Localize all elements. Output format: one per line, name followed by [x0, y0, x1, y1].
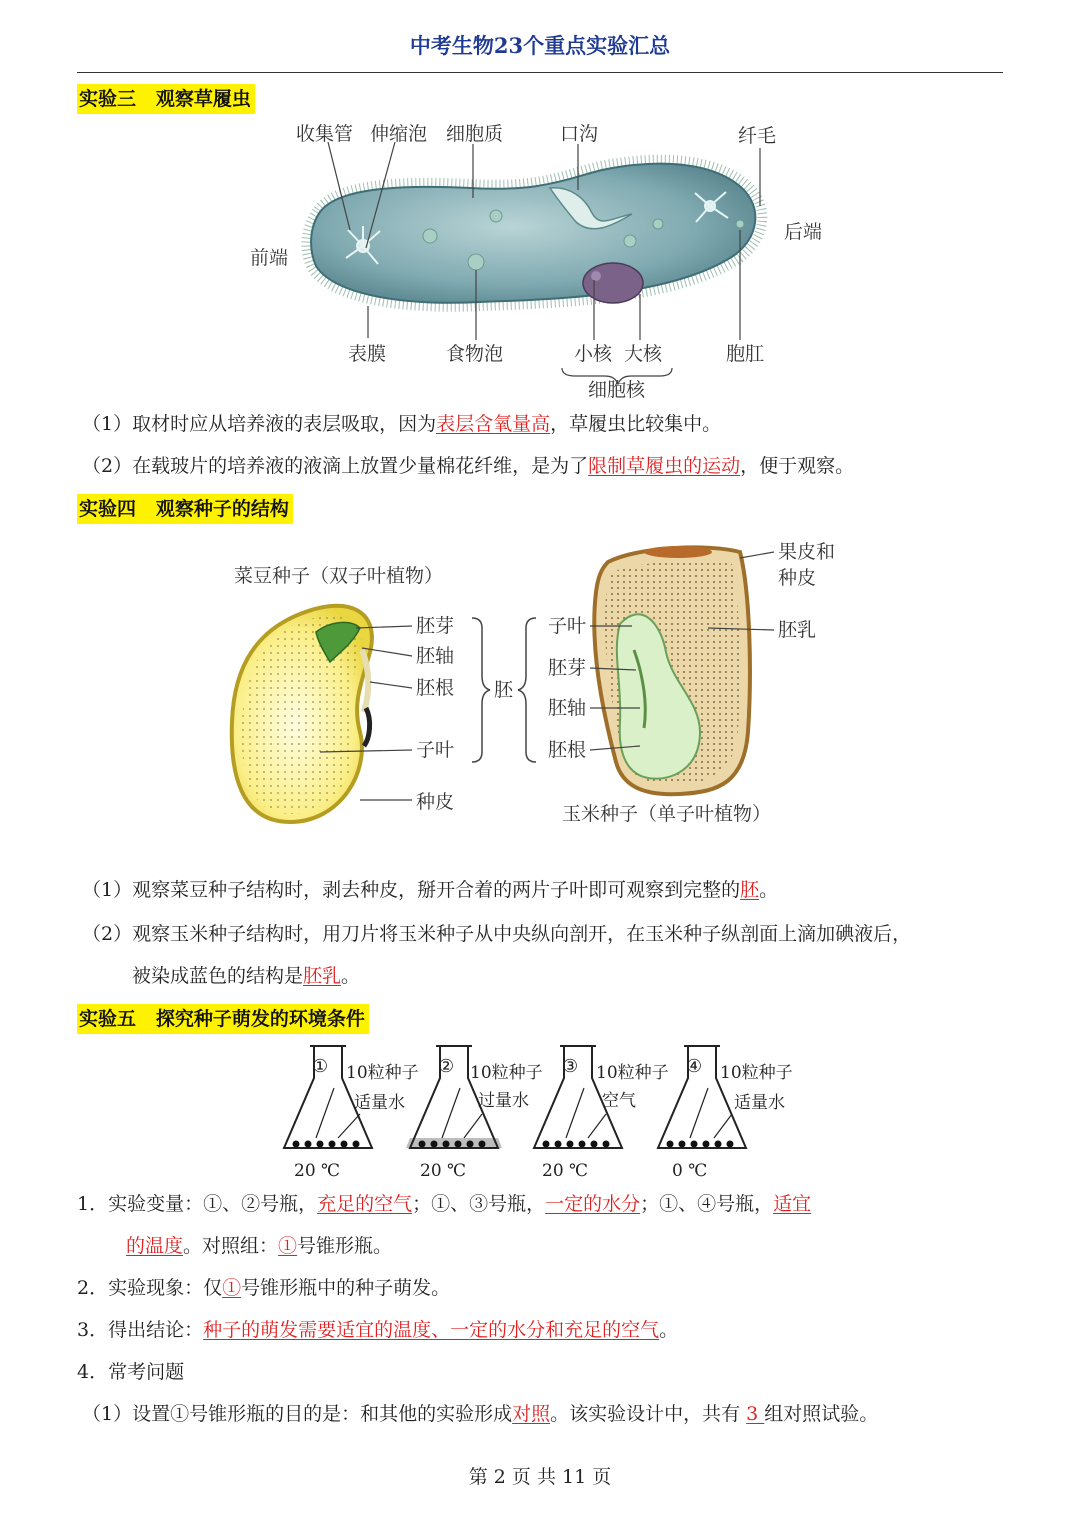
corn-label-plumule: 胚芽	[548, 657, 587, 679]
label-cytoplasm: 细胞质	[446, 123, 504, 145]
section-title-exp3: 实验三 观察草履虫	[77, 84, 255, 114]
page-footer: 第 2 页 共 11 页	[468, 1466, 612, 1488]
exp5-point-4: 4．常考问题	[77, 1361, 185, 1383]
flask-2-seeds: 10粒种子	[470, 1063, 543, 1083]
flask-3-condition: 空气	[602, 1091, 636, 1111]
label-food-vacuole: 食物泡	[446, 343, 504, 365]
label-macronucleus: 大核	[624, 343, 663, 365]
flask-3-seeds: 10粒种子	[596, 1063, 669, 1083]
flask-1-condition: 适量水	[354, 1093, 405, 1113]
corn-label-radicle: 胚根	[548, 739, 587, 761]
bean-hilum	[364, 708, 370, 746]
corn-label-cotyledon: 子叶	[548, 615, 587, 637]
header-divider	[77, 72, 1003, 73]
flask-3-number: ③	[562, 1056, 579, 1077]
exp5-question-1: （1）设置①号锥形瓶的目的是：和其他的实验形成对照。该实验设计中，共有 3 组对照试验。	[82, 1403, 879, 1425]
exp5-point-1-line2: 的温度。对照组：①号锥形瓶。	[126, 1235, 393, 1257]
flask-2-condition: 过量水	[478, 1091, 529, 1111]
corn-label-pericarp: 果皮和	[778, 541, 836, 563]
exp4-question-2-line1: （2）观察玉米种子结构时，用刀片将玉米种子从中央纵向剖开，在玉米种子纵剖面上滴加碘液后，	[82, 923, 912, 945]
bean-label-seed-coat: 种皮	[416, 791, 455, 813]
exp5-point-3: 3．得出结论：种子的萌发需要适宜的温度、一定的水分和充足的空气。	[77, 1319, 679, 1341]
answer: 充足的空气	[317, 1193, 413, 1215]
exp5-point-1-line1: 1．实验变量：①、②号瓶，充足的空气；①、③号瓶，一定的水分；①、④号瓶，适宜	[77, 1193, 812, 1215]
bean-label-hypocotyl: 胚轴	[416, 645, 455, 667]
corn-label-hypocotyl: 胚轴	[548, 697, 587, 719]
flask-2-number: ②	[438, 1056, 455, 1077]
micronucleus	[591, 271, 601, 281]
corn-label-pericarp-line2: 种皮	[778, 567, 817, 589]
flask-1-number: ①	[312, 1056, 329, 1077]
label-front: 前端	[250, 247, 289, 269]
flask-3-temperature: 20 ℃	[542, 1161, 589, 1181]
label-rear: 后端	[784, 221, 823, 243]
flask-3	[534, 1046, 669, 1181]
answer: ①	[278, 1235, 298, 1257]
flask-4-temperature: 0 ℃	[672, 1161, 708, 1181]
bean-label-radicle: 胚根	[416, 677, 455, 699]
embryo-brace-left	[472, 618, 490, 762]
answer: 种子的萌发需要适宜的温度、一定的水分和充足的空气	[203, 1319, 660, 1341]
exp4-question-1: （1）观察菜豆种子结构时，剥去种皮，掰开合着的两片子叶即可观察到完整的胚。	[82, 879, 779, 901]
flask-4-number: ④	[686, 1056, 703, 1077]
answer: 胚乳	[303, 965, 342, 987]
answer: 对照	[512, 1403, 551, 1425]
bean-label-cotyledon: 子叶	[416, 739, 455, 761]
flask-1-temperature: 20 ℃	[294, 1161, 341, 1181]
bean-label-plumule: 胚芽	[416, 615, 455, 637]
corn-seed-title: 玉米种子（单子叶植物）	[562, 803, 772, 825]
flask-2	[406, 1046, 543, 1181]
exp3-question-2: （2）在载玻片的培养液的液滴上放置少量棉花纤维，是为了限制草履虫的运动，便于观察。	[82, 455, 855, 477]
flask-2-temperature: 20 ℃	[420, 1161, 467, 1181]
embryo-label: 胚	[494, 679, 514, 701]
answer: 限制草履虫的运动	[588, 455, 741, 477]
label-oral-groove: 口沟	[560, 123, 599, 145]
section-title-exp5: 实验五 探究种子萌发的环境条件	[77, 1004, 369, 1034]
answer: 胚	[740, 879, 760, 901]
corn-top-silk	[644, 546, 712, 558]
corn-label-endosperm: 胚乳	[778, 619, 817, 641]
bean-seed-title: 菜豆种子（双子叶植物）	[234, 565, 444, 587]
label-membrane: 表膜	[348, 343, 387, 365]
flask-1	[284, 1046, 419, 1181]
section-title-exp4: 实验四 观察种子的结构	[77, 494, 293, 524]
page-header-title: 中考生物23个重点实验汇总	[409, 33, 671, 58]
label-collecting-tube: 收集管	[296, 123, 354, 145]
answer: 的温度	[126, 1235, 184, 1257]
flask-experiment-diagram	[276, 1038, 806, 1182]
answer: 一定的水分	[545, 1193, 641, 1215]
answer: 适宜	[773, 1193, 812, 1215]
exp4-question-2-line2: 被染成蓝色的结构是胚乳。	[132, 965, 361, 987]
seed-structure-diagram	[220, 532, 880, 852]
exp5-point-2: 2．实验现象：仅①号锥形瓶中的种子萌发。	[77, 1277, 451, 1299]
embryo-brace-right	[518, 618, 536, 762]
answer: 表层含氧量高	[436, 413, 551, 435]
flask-4-condition: 适量水	[734, 1093, 785, 1113]
flask-1-seeds: 10粒种子	[346, 1063, 419, 1083]
label-micronucleus: 小核	[574, 343, 613, 365]
answer: ①	[222, 1277, 242, 1299]
paramecium-diagram	[240, 118, 840, 403]
flask-4-seeds: 10粒种子	[720, 1063, 793, 1083]
macronucleus	[583, 263, 643, 303]
label-contractile-vacuole: 伸缩泡	[370, 123, 428, 145]
label-nucleus: 细胞核	[588, 379, 646, 401]
flask-4	[658, 1046, 793, 1181]
exp3-question-1: （1）取材时应从培养液的表层吸取，因为表层含氧量高，草履虫比较集中。	[82, 413, 722, 435]
label-anus: 胞肛	[726, 343, 765, 365]
answer: 3	[746, 1403, 765, 1425]
label-cilia: 纤毛	[738, 125, 777, 147]
